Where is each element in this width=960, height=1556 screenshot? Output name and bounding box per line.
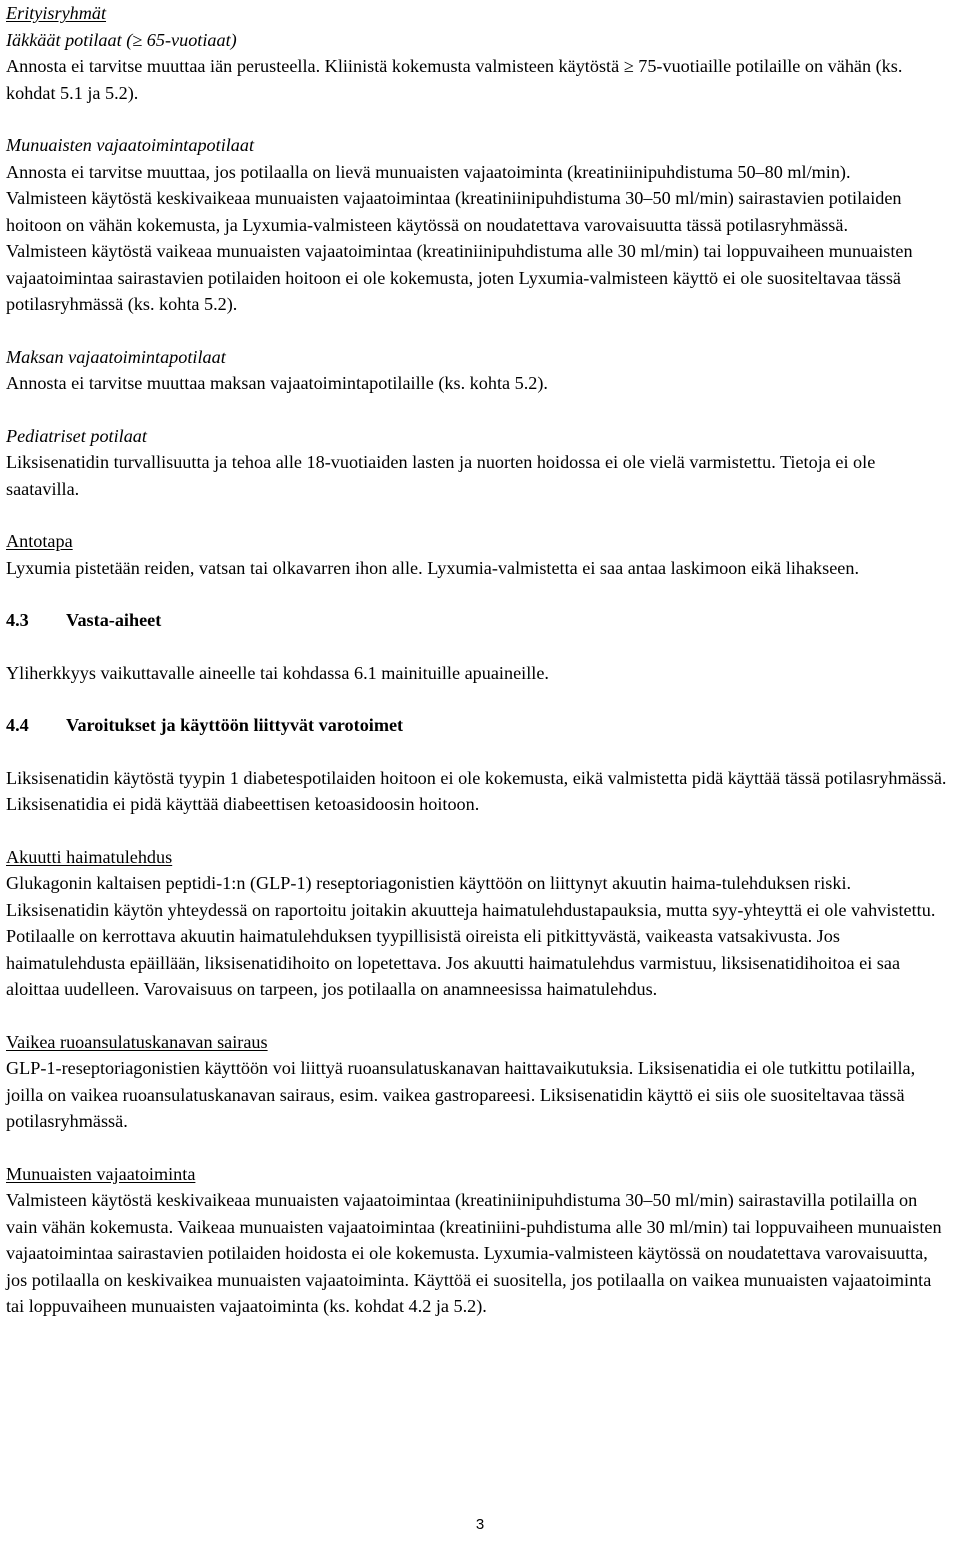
elderly-paragraph: Annosta ei tarvitse muuttaa iän perusteella. Kliinistä kokemusta valmisteen käytöstä ≥ 75-vuotiaille potilaille on vähän (ks. kohdat 5.1 ja 5.2). — [6, 56, 903, 103]
renal-impairment-paragraph: Valmisteen käytöstä keskivaikeaa munuaisten vajaatoimintaa (kreatiniinipuhdistuma 30‒50 ml/min) sairastavilla potilailla on vain vähän kokemusta. Vaikeaa munuaisten vajaatoimintaa (kreatiniini-puhdistuma alle 30 ml/min) tai loppuvaiheen munuaisten vajaatoimintaa sairastavien potilaiden hoidosta ei ole kokemusta. Lyxumia-valmisteen käytössä on noudatettava varovaisuutta, jos potilaalla on keskivaikea munuaisten vajaatoiminta. Käyttöä ei suositella, jos potilaalla on vaikea munuaisten vajaatoiminta tai loppuvaiheen munuaisten vajaatoiminta (ks. kohdat 4.2 ja 5.2). — [6, 1190, 942, 1316]
gi-disease-paragraph: GLP-1-reseptoriagonistien käyttöön voi liittyä ruoansulatuskanavan haittavaikutuksia. Liksisenatidia ei ole tutkittu potilailla, joilla on vaikea ruoansulatuskanavan sairaus, esim. vaikea gastropareesi. Liksisenatidin käyttö ei siis ole suositeltavaa tässä potilasryhmässä. — [6, 1058, 916, 1131]
page-number: 3 — [475, 1516, 485, 1533]
gi-disease-subheading: Vaikea ruoansulatuskanavan sairaus — [6, 1031, 268, 1052]
administration-heading: Antotapa — [6, 531, 73, 551]
administration-paragraph: Lyxumia pistetään reiden, vatsan tai olkavarren ihon alle. Lyxumia-valmistetta ei saa antaa laskimoon eikä lihakseen. — [6, 557, 860, 578]
section-4-3-heading — [6, 607, 952, 634]
section-4-3-number: 4.3 — [6, 610, 29, 630]
section-4-3-title: Vasta-aiheet — [66, 610, 162, 630]
section-4-4-number: 4.4 — [6, 715, 29, 735]
section-4-4-title: Varoitukset ja käyttöön liittyvät varotoimet — [66, 715, 404, 735]
hepatic-paragraph: Annosta ei tarvitse muuttaa maksan vajaatoimintapotilaille (ks. kohta 5.2). — [6, 373, 548, 393]
renal-paragraph-moderate: Valmisteen käytöstä keskivaikeaa munuaisten vajaatoimintaa (kreatiniinipuhdistuma 30‒50 ml/min) sairastavien potilaiden hoitoon on vähän kokemusta, ja Lyxumia-valmisteen käytössä on noudatettava varovaisuutta tässä potilasryhmässä. — [6, 188, 902, 235]
pancreatitis-subheading: Akuutti haimatulehdus — [6, 846, 173, 867]
renal-impairment-subheading: Munuaisten vajaatoiminta — [6, 1163, 196, 1184]
warnings-intro-paragraph: Liksisenatidin käytöstä tyypin 1 diabetespotilaiden hoitoon ei ole kokemusta, eikä valmistetta pidä käyttää tässä potilasryhmässä. Liksisenatidia ei pidä käyttää diabeettisen ketoasidoosin hoitoon. — [6, 767, 947, 814]
renal-paragraph-mild: Annosta ei tarvitse muuttaa, jos potilaalla on lievä munuaisten vajaatoiminta (kreatiniinipuhdistuma 50‒80 ml/min). — [6, 161, 851, 182]
elderly-subheading: Iäkkäät potilaat (≥ 65-vuotiaat) — [6, 29, 237, 50]
special-groups-heading: Erityisryhmät — [6, 3, 107, 23]
renal-subheading: Munuaisten vajaatoimintapotilaat — [6, 135, 255, 155]
hepatic-subheading: Maksan vajaatoimintapotilaat — [6, 346, 226, 367]
pediatric-paragraph: Liksisenatidin turvallisuutta ja tehoa alle 18-vuotiaiden lasten ja nuorten hoidossa ei ole vielä varmistettu. Tietoja ei ole saatavilla. — [6, 452, 876, 499]
pancreatitis-paragraph: Glukagonin kaltaisen peptidi-1:n (GLP-1) reseptoriagonistien käyttöön on liittynyt akuutin haima-tulehduksen riski. Liksisenatidin käytön yhteydessä on raportoitu joitakin akuutteja haimatulehdustapauksia, mutta syy-yhteyttä ei ole vahvistettu. Potilaalle on kerrottava akuutin haimatulehduksen tyypillisistä oireista eli pitkittyvästä, vaikeasta vatsakivusta. Jos haimatulehdusta epäillään, liksisenatidihoito on lopetettava. Jos akuutti haimatulehdus varmistuu, liksisenatidihoitoa ei saa aloittaa uudelleen. Varovaisuus on tarpeen, jos potilaalla on anamneesissa haimatulehdus. — [6, 873, 936, 999]
pediatric-subheading: Pediatriset potilaat — [6, 425, 147, 446]
renal-paragraph-severe: Valmisteen käytöstä vaikeaa munuaisten vajaatoimintaa (kreatiniinipuhdistuma alle 30 ml/min) tai loppuvaiheen munuaisten vajaatoimintaa sairastavien potilaiden hoitoon ei ole kokemusta, joten Lyxumia-valmisteen käyttö ei ole suositeltavaa tässä potilasryhmässä (ks. kohta 5.2). — [6, 241, 913, 314]
contraindications-paragraph: Yliherkkyys vaikuttavalle aineelle tai kohdassa 6.1 mainituille apuaineille. — [6, 662, 549, 683]
document-page — [6, 0, 952, 1320]
section-4-4-heading — [6, 712, 952, 739]
